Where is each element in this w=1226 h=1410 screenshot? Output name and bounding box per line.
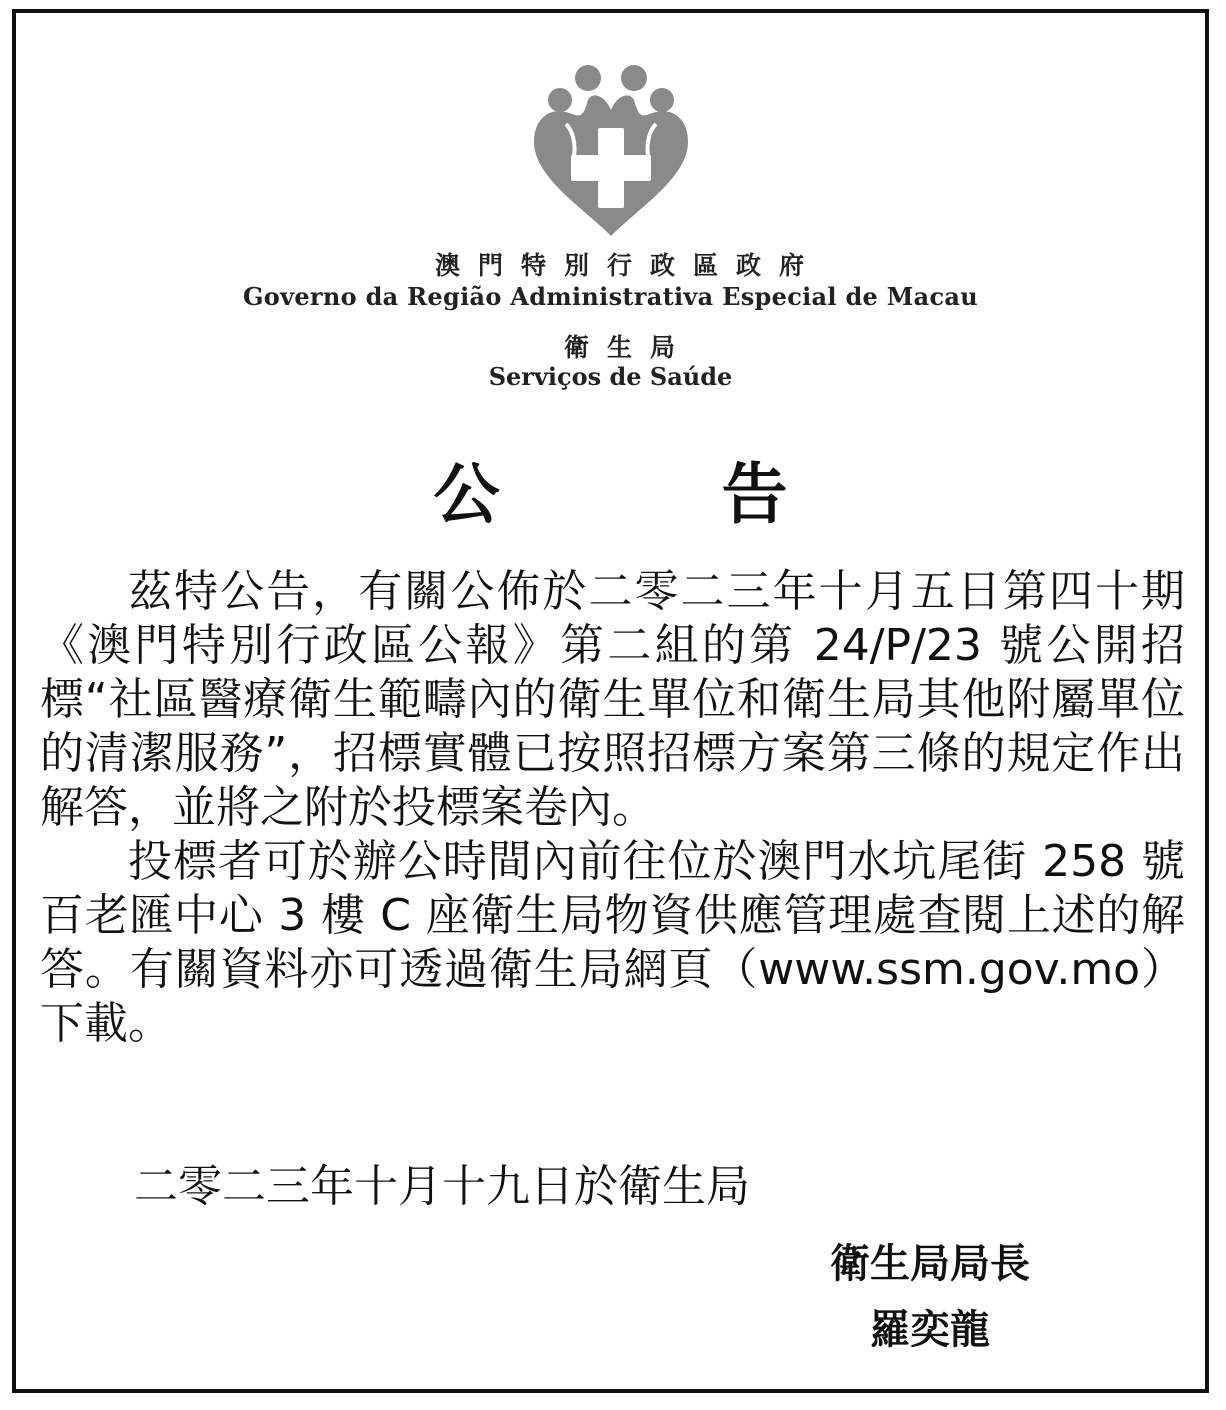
notice-paragraph-1: 茲特公告，有關公佈於二零二三年十月五日第四十期《澳門特別行政區公報》第二組的第 24/P/23 號公開招標“社區醫療衛生範疇內的衛生單位和衛生局其他附屬單位的清潔服務”，招標實體已按照招標方案第三條的規定作出解答，並將之附於投標案卷內。 [40, 566, 1185, 833]
government-name-chinese: 澳門特別行政區政府 [434, 251, 822, 280]
notice-date-line: 二零二三年十月十九日於衛生局 [134, 1161, 750, 1212]
government-name-portuguese: Governo da Região Administrativa Especial de Macau [243, 282, 978, 311]
notice-body [40, 565, 1185, 1051]
department-name-chinese: 衛生局 [563, 333, 693, 362]
signatory-title: 衛生局局長 [830, 1240, 1030, 1287]
notice-paragraph-2: 投標者可於辦公時間內前往位於澳門水坑尾街 258 號百老匯中心 3 樓 C 座衛生局物資供應管理處查閱上述的解答。有關資料亦可透過衛生局網頁（www.ssm.gov.mo）下載。 [40, 836, 1185, 1049]
department-name-portuguese: Serviços de Saúde [488, 362, 733, 391]
health-heart-cross-logo-icon [526, 60, 696, 238]
notice-title: 公 告 [433, 456, 866, 533]
signatory-name: 羅奕龍 [870, 1306, 990, 1353]
